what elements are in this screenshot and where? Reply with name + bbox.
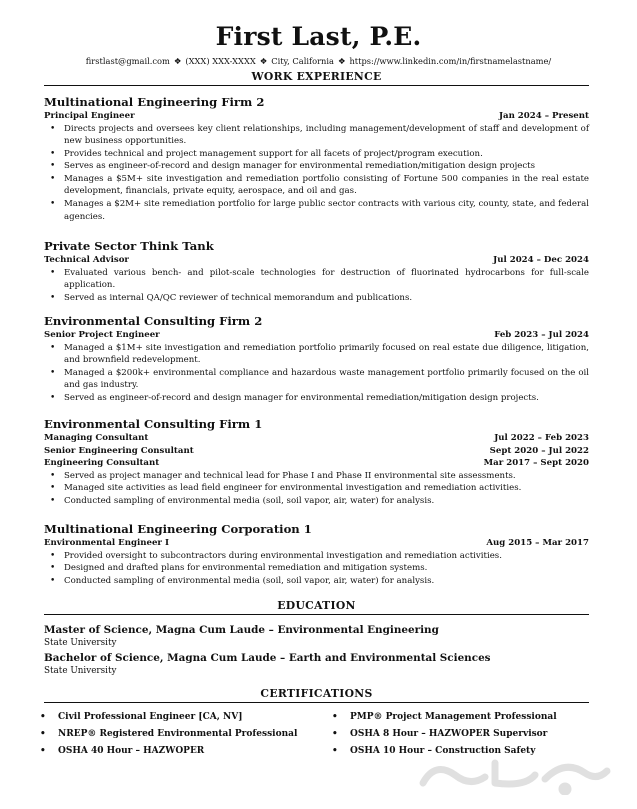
role-title: Managing Consultant [44, 433, 149, 443]
job-entry [44, 417, 589, 507]
bullet-item: • Conducted sampling of environmental media (soil, soil vapor, air, water) for analysis. [44, 495, 589, 508]
role-row [44, 445, 589, 458]
degree-title: Master of Science, Magna Cum Laude – Environmental Engineering [44, 624, 439, 636]
certification-item: • OSHA 8 Hour – HAZWOPER Supervisor [330, 728, 598, 741]
job-bullets [44, 342, 589, 405]
school-name: State University [44, 638, 117, 648]
watermark-stroke [545, 767, 607, 779]
job-bullets [44, 470, 589, 508]
role-row [44, 254, 589, 267]
role-row [44, 110, 589, 123]
company-name: Multinational Engineering Corporation 1 [44, 522, 312, 536]
role-title: Principal Engineer [44, 111, 135, 121]
education-list [44, 623, 589, 679]
role-dates: Aug 2015 – Mar 2017 [486, 538, 589, 548]
candidate-name: First Last, P.E. [215, 22, 422, 51]
contact-line [0, 55, 637, 67]
role-row [44, 432, 589, 445]
job-bullets [44, 550, 589, 588]
company-name: Environmental Consulting Firm 1 [44, 417, 263, 431]
company-name: Environmental Consulting Firm 2 [44, 314, 263, 328]
separator-icon: ❖ [259, 56, 268, 66]
bullet-item: • Served as engineer-of-record and design manager for environmental remediation/mitigation design projects. [44, 392, 589, 405]
bullet-item: • Serves as engineer-of-record and design manager for environmental remediation/mitigation design projects [44, 160, 589, 173]
certification-item: • Civil Professional Engineer [CA, NV] [38, 711, 330, 724]
bullet-item: • Manages a $2M+ site remediation portfolio for large public sector contracts with various city, county, state, and federal agencies. [44, 198, 589, 223]
role-title: Technical Advisor [44, 255, 129, 265]
certification-item: • NREP® Registered Environmental Professional [38, 728, 330, 741]
bullet-item: • Provides technical and project management support for all facets of project/program execution. [44, 148, 589, 161]
role-dates: Jan 2024 – Present [498, 111, 589, 121]
company-name: Private Sector Think Tank [44, 239, 214, 253]
section-title-certifications: CERTIFICATIONS [44, 687, 589, 703]
job-entry [44, 239, 589, 304]
role-row [44, 329, 589, 342]
role-dates: Feb 2023 – Jul 2024 [494, 330, 589, 340]
bullet-item: • Designed and drafted plans for environmental remediation and mitigation systems. [44, 562, 589, 575]
company-name: Multinational Engineering Firm 2 [44, 95, 265, 109]
role-dates: Sept 2020 – Jul 2022 [489, 445, 589, 456]
role-title: Senior Project Engineer [44, 330, 160, 340]
certification-item: • OSHA 10 Hour – Construction Safety [330, 745, 598, 758]
bullet-item: • Evaluated various bench- and pilot-scale technologies for destruction of fluorinated hydrocarbons for full-scale application. [44, 267, 589, 292]
watermark-logo [415, 753, 615, 795]
job-entry [44, 522, 589, 587]
role-title: Senior Engineering Consultant [44, 445, 194, 456]
location: City, California [271, 56, 334, 66]
certification-item: • PMP® Project Management Professional [330, 711, 598, 724]
school-name: State University [44, 666, 117, 676]
separator-icon: ❖ [173, 56, 182, 66]
bullet-item: • Managed a $1M+ site investigation and remediation portfolio primarily focused on real estate due diligence, litigation, and brownfield redevelopment. [44, 342, 589, 367]
role-dates: Jul 2024 – Dec 2024 [493, 255, 589, 265]
job-entry [44, 314, 589, 404]
role-title: Engineering Consultant [44, 458, 160, 468]
email-link[interactable]: firstlast@gmail.com [85, 56, 170, 66]
job-entry [44, 95, 589, 223]
phone-number: (XXX) XXX-XXXX [185, 56, 256, 66]
degree-title: Bachelor of Science, Magna Cum Laude – Earth and Environmental Sciences [44, 652, 491, 664]
section-title-education: EDUCATION [44, 599, 589, 615]
bullet-item: • Manages a $5M+ site investigation and remediation portfolio consisting of Fortune 500 companies in the real estate development, financials, private equity, aerospace, and oil and gas. [44, 173, 589, 198]
role-row [44, 537, 589, 550]
bullet-item: • Managed a $200k+ environmental compliance and hazardous waste management portfolio primarily focused on the oil and gas industry. [44, 367, 589, 392]
role-dates: Mar 2017 – Sept 2020 [483, 458, 589, 468]
linkedin-link[interactable]: https://www.linkedin.com/in/firstnamelastname/ [349, 56, 552, 66]
section-title-work-experience: WORK EXPERIENCE [44, 70, 589, 86]
role-title: Environmental Engineer I [44, 538, 169, 548]
bullet-item: • Managed site activities as lead field engineer for environmental investigation and remediation activities. [44, 482, 589, 495]
bullet-item: • Served as project manager and technical lead for Phase I and Phase II environmental site assessments. [44, 470, 589, 483]
bullet-item: • Served as internal QA/QC reviewer of technical memorandum and publications. [44, 292, 589, 305]
certifications-list [38, 711, 598, 758]
bullet-item: • Conducted sampling of environmental media (soil, soil vapor, air, water) for analysis. [44, 575, 589, 588]
separator-icon: ❖ [338, 56, 346, 66]
watermark-stroke [495, 763, 535, 784]
job-bullets [44, 123, 589, 224]
watermark-dot [562, 786, 568, 792]
bullet-item: • Directs projects and oversees key client relationships, including management/development of staff and development of new business opportunities. [44, 123, 589, 148]
certification-item: • OSHA 40 Hour – HAZWOPER [38, 745, 330, 758]
watermark-stroke [423, 770, 485, 783]
role-dates: Jul 2022 – Feb 2023 [494, 433, 589, 443]
job-bullets [44, 267, 589, 305]
role-row [44, 457, 589, 470]
bullet-item: • Provided oversight to subcontractors during environmental investigation and remediation activities. [44, 550, 589, 563]
